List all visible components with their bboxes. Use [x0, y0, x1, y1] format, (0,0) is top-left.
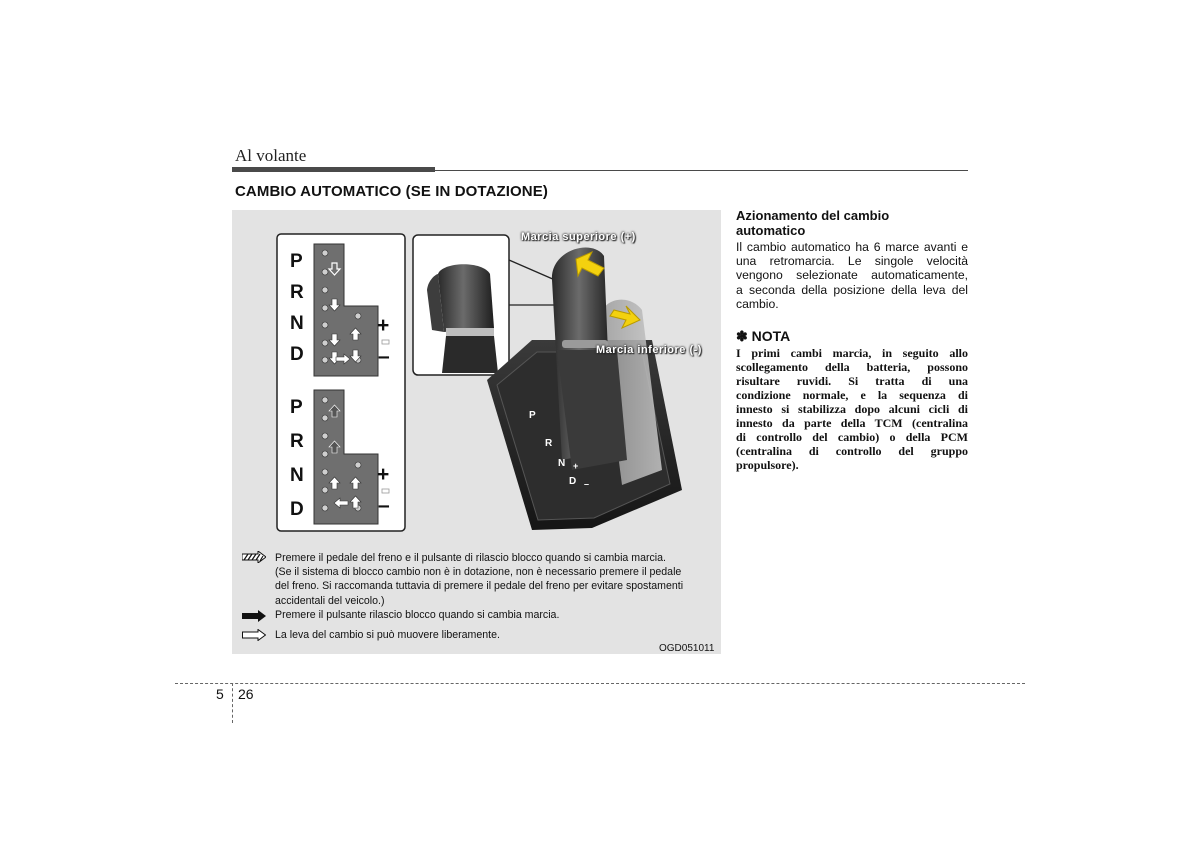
upshift-label: Marcia superiore (+) — [521, 231, 636, 243]
body-line: Il cambio automatico ha 6 marce avanti e — [736, 240, 968, 254]
note-line: innesto da parte della TCM (centralina — [736, 416, 968, 430]
lever-letter-minus: – — [584, 479, 590, 489]
gate-letter-d: D — [290, 344, 304, 365]
lever-letter-p: P — [529, 410, 536, 421]
legend-item-brake — [275, 551, 715, 608]
legend-line: La leva del cambio si può muovere liberamente. — [275, 629, 500, 641]
figure-panel — [232, 210, 721, 654]
lever-letter-n: N — [558, 458, 566, 469]
note-title: ✽ NOTA — [736, 328, 791, 344]
plus-sign-bottom: + — [377, 463, 390, 486]
lever-letter-r: R — [545, 438, 553, 449]
gate-letter-p: P — [290, 397, 303, 418]
note-line: risultare ruvidi. Si tratta di una — [736, 374, 968, 388]
body-line: cambio. — [736, 296, 779, 311]
downshift-label: Marcia inferiore (-) — [596, 344, 702, 356]
note-line: di controllo del cambio) o della PCM — [736, 430, 968, 444]
legend-line: (Se il sistema di blocco cambio non è in dotazione, non è necessario premere il pedale — [275, 566, 682, 579]
section-title: CAMBIO AUTOMATICO (SE IN DOTAZIONE) — [235, 183, 548, 200]
header-rule-thin — [435, 170, 968, 171]
legend-line: accidentali del veicolo.) — [275, 594, 385, 607]
legend-line: Premere il pedale del freno e il pulsante di rilascio blocco quando si cambia marcia. — [275, 552, 666, 564]
heading-line: Azionamento del cambio — [736, 208, 890, 223]
legend-line: del freno. Si raccomanda tuttavia di premere il pedale del freno per evitare spostamenti — [275, 580, 684, 593]
gate-letter-r: R — [290, 282, 304, 303]
header-rule-thick — [232, 167, 435, 172]
plus-sign-top: + — [377, 314, 390, 337]
gate-letter-n: N — [290, 313, 304, 334]
chapter-number: 5 — [216, 686, 224, 702]
body-text — [736, 240, 968, 311]
lever-letter-d: D — [569, 476, 577, 487]
gate-letter-d: D — [290, 499, 304, 520]
gate-letter-n: N — [290, 465, 304, 486]
subsection-heading — [736, 208, 889, 238]
minus-sign-bottom: – — [378, 494, 390, 517]
note-line: propulsore). — [736, 458, 799, 472]
gate-letter-r: R — [290, 431, 304, 452]
note-line: I primi cambi marcia, in seguito allo — [736, 346, 968, 360]
note-line: (centralina di controllo del gruppo — [736, 444, 968, 458]
legend-item-release — [275, 608, 715, 622]
note-line: condizione normale, e la sequenza di — [736, 388, 968, 402]
outline-arrow-icon — [242, 628, 266, 640]
legend-line: Premere il pulsante rilascio blocco quando si cambia marcia. — [275, 609, 560, 621]
chapter-title: Al volante — [235, 146, 307, 165]
gate-letters-bottom — [290, 391, 304, 527]
hatched-arrow-icon — [242, 550, 266, 562]
lever-letter-plus: + — [573, 461, 579, 471]
note-line: innesto si stabilizza dopo alcuni cicli di — [736, 402, 968, 416]
note-line: scollegamento della batteria, possono — [736, 360, 968, 374]
note-body — [736, 346, 968, 472]
legend-item-free — [275, 628, 715, 642]
footer-divider — [232, 683, 233, 723]
gate-letters-top — [290, 246, 304, 370]
body-line: vengono selezionate automaticamente, — [736, 268, 968, 283]
gate-letter-p: P — [290, 251, 303, 272]
page-number: 26 — [238, 686, 254, 702]
heading-line: automatico — [736, 223, 806, 238]
footer-rule — [175, 683, 1025, 684]
figure-code: OGD051011 — [659, 643, 715, 654]
body-line: una retromarcia. Le singole velocità — [736, 254, 968, 269]
solid-arrow-icon — [242, 609, 266, 621]
body-line: a seconda della posizione della leva del — [736, 282, 968, 297]
minus-sign-top: – — [378, 345, 390, 368]
